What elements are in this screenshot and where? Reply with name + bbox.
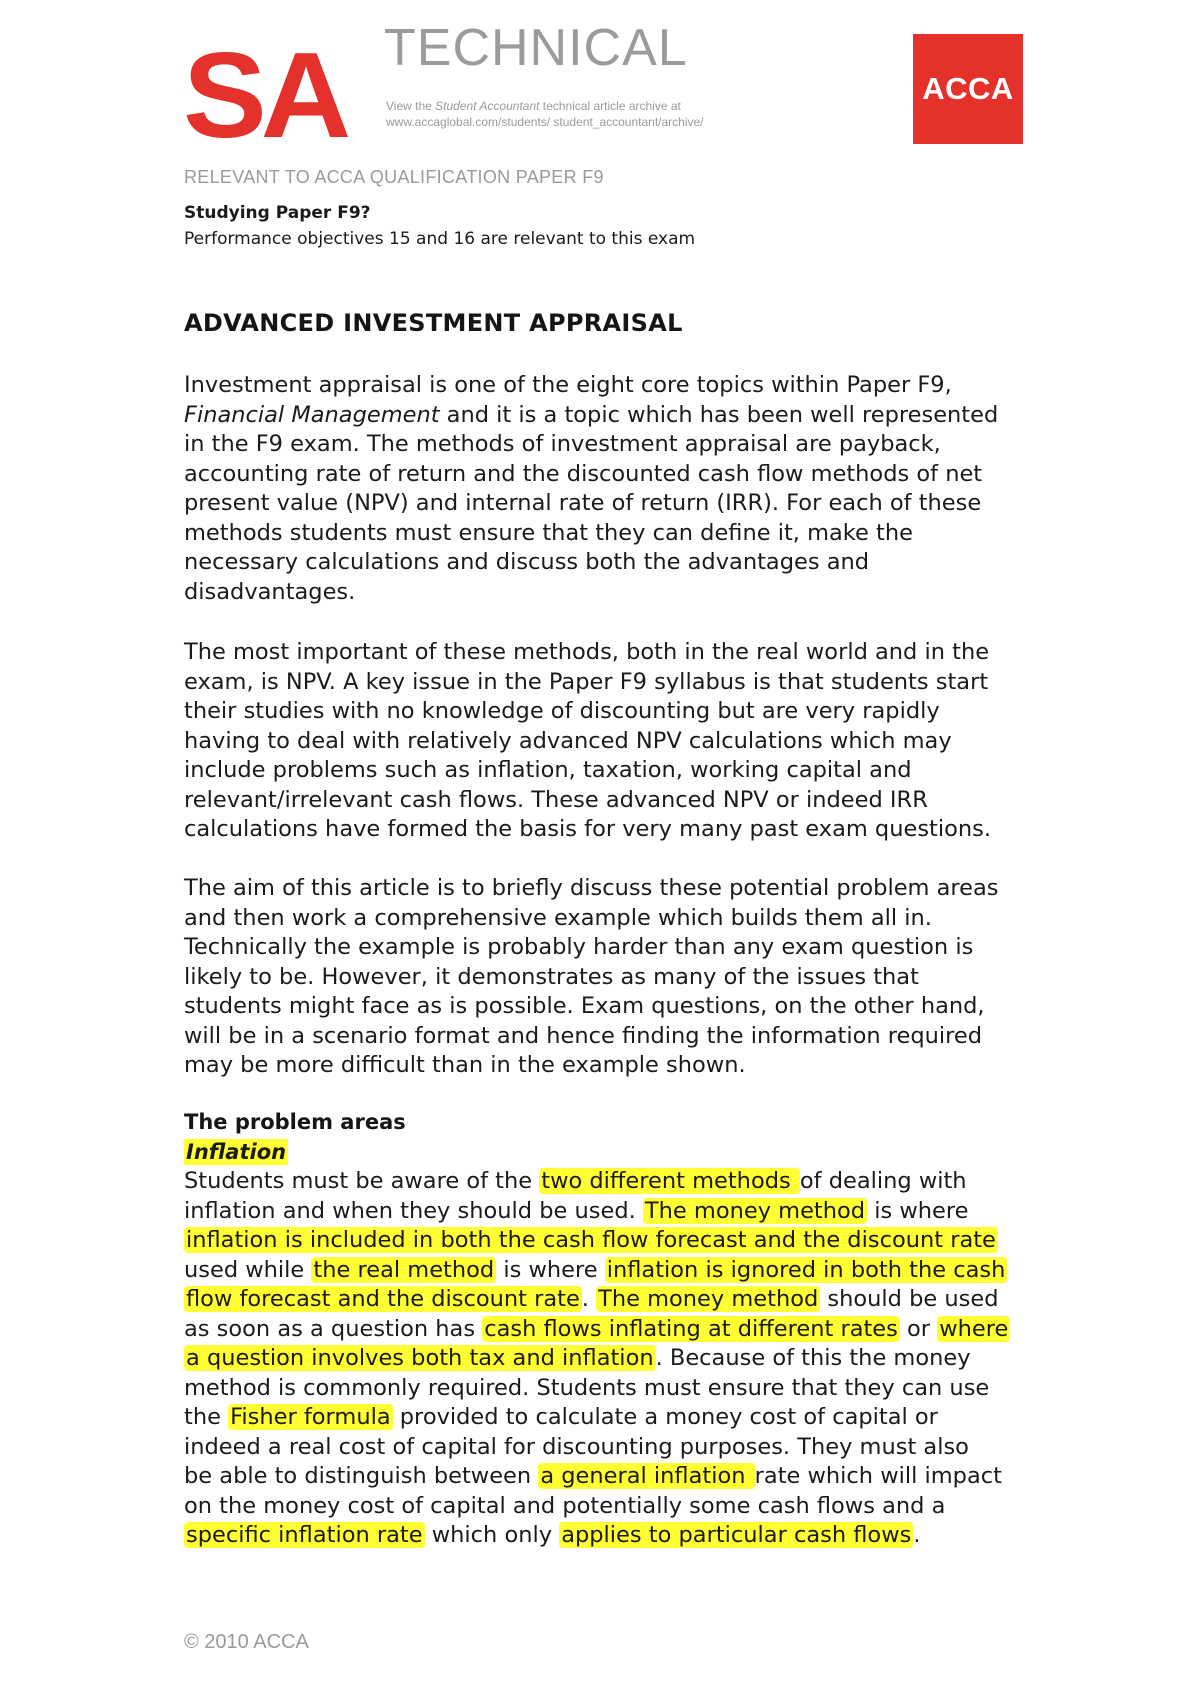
acca-logo: ACCA bbox=[913, 34, 1023, 144]
paragraph-npv bbox=[184, 638, 1064, 845]
paragraph-line: The most important of these methods, both in the real world and in the bbox=[184, 639, 990, 665]
highlight: two different methods bbox=[541, 1168, 798, 1194]
paragraph-line bbox=[184, 1226, 1064, 1256]
paragraph-line: used while the real method is where inflation is ignored in both the cash bbox=[184, 1256, 1006, 1283]
highlight: The money method bbox=[644, 1197, 866, 1224]
highlight: the real method bbox=[313, 1256, 495, 1283]
paragraph-line: methods students must ensure that they can define it, make the bbox=[184, 519, 913, 546]
paragraph-line: flow forecast and the discount rate. The money method should be used bbox=[186, 1286, 999, 1312]
paragraph-line: relevant/irrelevant cash flows. These advanced NPV or indeed IRR bbox=[184, 786, 928, 813]
paragraph-line: will be in a scenario format and hence finding the information required bbox=[184, 1022, 983, 1049]
paragraph-line: a question involves both tax and inflation. Because of this the money bbox=[186, 1345, 971, 1371]
section-heading: The problem areas bbox=[184, 1110, 406, 1134]
paragraph-line: on the money cost of capital and potentially some cash flows and a bbox=[184, 1492, 946, 1519]
paragraph-line: calculations have formed the basis for very many past exam questions. bbox=[184, 816, 992, 842]
footer-copyright: © 2010 ACCA bbox=[184, 1631, 309, 1653]
paragraph-line: as soon as a question has cash flows inflating at different rates or where bbox=[184, 1315, 1009, 1342]
highlight: a general inflation bbox=[540, 1463, 753, 1489]
highlight: inflation is ignored in both the cash bbox=[606, 1256, 1006, 1283]
highlight: where bbox=[939, 1315, 1009, 1342]
highlight: inflation is included in both the cash flow forecast and the discount rate bbox=[186, 1227, 996, 1253]
paragraph-line: indeed a real cost of capital for discounting purposes. They must also bbox=[184, 1433, 969, 1460]
highlight: Fisher formula bbox=[230, 1404, 391, 1430]
paragraph-aim bbox=[184, 874, 1064, 1081]
paragraph-line: exam, is NPV. A key issue in the Paper F9 syllabus is that students start bbox=[184, 668, 989, 695]
archive-note: View the Student Accountant technical article archive at www.accaglobal.com/students/ student_accountant/archive/ bbox=[386, 99, 704, 129]
paragraph-line: Investment appraisal is one of the eight core topics within Paper F9, bbox=[184, 372, 952, 398]
performance-note: Performance objectives 15 and 16 are relevant to this exam bbox=[184, 229, 696, 249]
paragraph-line: be able to distinguish between a general inflation rate which will impact bbox=[184, 1463, 1002, 1489]
paragraph-line: specific inflation rate which only applies to particular cash flows. bbox=[186, 1522, 921, 1548]
subsection-heading: Inflation bbox=[186, 1140, 287, 1164]
technical-title: TECHNICAL bbox=[384, 19, 688, 77]
highlight: specific inflation rate bbox=[186, 1522, 423, 1548]
relevance-line: RELEVANT TO ACCA QUALIFICATION PAPER F9 bbox=[184, 167, 604, 187]
sa-logo: SA bbox=[183, 27, 346, 163]
paragraph-line: disadvantages. bbox=[184, 578, 356, 605]
paragraph-line: students might face as is possible. Exam questions, on the other hand, bbox=[184, 993, 985, 1019]
paragraph-line: having to deal with relatively advanced NPV calculations which may bbox=[184, 727, 952, 754]
paragraph-line: method is commonly required. Students must ensure that they can use bbox=[184, 1374, 990, 1401]
paragraph-line: inflation and when they should be used. The money method is where bbox=[184, 1197, 969, 1224]
paragraph-line: present value (NPV) and internal rate of return (IRR). For each of these bbox=[184, 490, 982, 516]
paragraph-line: Students must be aware of the two different methods of dealing with bbox=[184, 1168, 967, 1194]
highlight: applies to particular cash flows bbox=[561, 1522, 912, 1548]
paragraph-intro bbox=[184, 371, 1064, 607]
paragraph-line: include problems such as inflation, taxation, working capital and bbox=[184, 757, 912, 783]
page-title: ADVANCED INVESTMENT APPRAISAL bbox=[184, 309, 683, 337]
highlight: a question involves both tax and inflation bbox=[186, 1345, 654, 1371]
highlight: flow forecast and the discount rate bbox=[186, 1286, 580, 1312]
paragraph-line: likely to be. However, it demonstrates as many of the issues that bbox=[184, 963, 919, 990]
highlight: The money method bbox=[598, 1286, 819, 1312]
highlight: cash flows inflating at different rates bbox=[484, 1315, 898, 1342]
paragraph-line: accounting rate of return and the discounted cash flow methods of net bbox=[184, 460, 983, 487]
paragraph-line: Financial Management and it is a topic which has been well represented bbox=[184, 401, 999, 428]
paragraph-inflation bbox=[184, 1167, 1064, 1551]
paragraph-line: necessary calculations and discuss both the advantages and bbox=[184, 549, 870, 575]
paragraph-line: the Fisher formula provided to calculate a money cost of capital or bbox=[184, 1404, 938, 1430]
paragraph-line: may be more difficult than in the example shown. bbox=[184, 1052, 746, 1078]
paragraph-line: Technically the example is probably harder than any exam question is bbox=[184, 934, 974, 960]
studying-label: Studying Paper F9? bbox=[184, 203, 371, 223]
paragraph-line: their studies with no knowledge of discounting but are very rapidly bbox=[184, 698, 940, 724]
paragraph-line: and then work a comprehensive example which builds them all in. bbox=[184, 904, 932, 931]
paragraph-line: in the F9 exam. The methods of investment appraisal are payback, bbox=[184, 431, 941, 457]
paragraph-line: The aim of this article is to briefly discuss these potential problem areas bbox=[184, 875, 999, 901]
